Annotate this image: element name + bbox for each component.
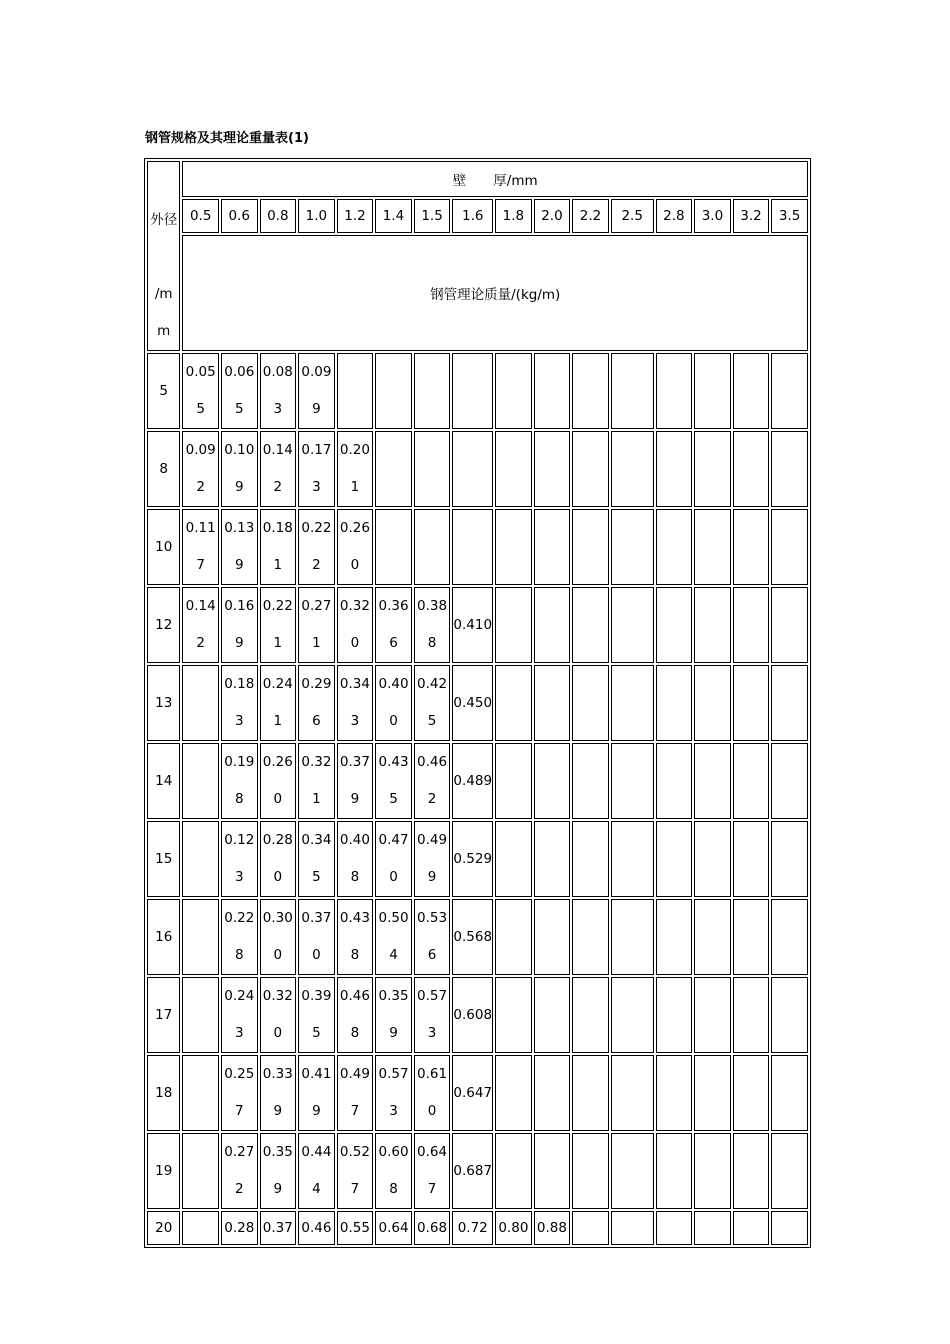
mass-value-cell: 0.142: [182, 587, 219, 663]
mass-value-cell: [534, 821, 571, 897]
table-row: [147, 1211, 808, 1245]
mass-value-cell: 0.280: [260, 821, 297, 897]
mass-value-cell: [694, 587, 731, 663]
mass-value-cell: [771, 743, 808, 819]
mass-value-cell: 0.123: [221, 821, 258, 897]
mass-value-cell: [694, 431, 731, 507]
thickness-row: [147, 199, 808, 234]
mass-value-cell: 0.359: [375, 977, 412, 1053]
thickness-cell: 0.6: [221, 199, 258, 234]
mass-value-cell: [771, 977, 808, 1053]
mass-value-cell: [414, 431, 451, 507]
mass-value-cell: 0.117: [182, 509, 219, 585]
mass-value-cell: [452, 431, 493, 507]
mass-value-cell: [495, 509, 532, 585]
mass-value-cell: 0.468: [337, 977, 374, 1053]
thickness-cell: 3.5: [771, 199, 808, 234]
thickness-cell: 2.8: [656, 199, 693, 234]
mass-value-cell: 0.366: [375, 587, 412, 663]
mass-value-cell: 0.419: [298, 1055, 335, 1131]
mass-value-cell: 0.80: [495, 1211, 532, 1245]
mass-value-cell: [572, 821, 609, 897]
mass-value-cell: [733, 743, 770, 819]
mass-value-cell: 0.497: [337, 1055, 374, 1131]
mass-value-cell: [572, 665, 609, 741]
mass-value-cell: 0.228: [221, 899, 258, 975]
wall-thickness-header: 壁 厚/mm: [182, 161, 808, 197]
outer-diameter-cell: 16: [147, 899, 180, 975]
mass-value-cell: [611, 509, 654, 585]
mass-value-cell: [771, 587, 808, 663]
mass-value-cell: 0.243: [221, 977, 258, 1053]
mass-value-cell: 0.359: [260, 1133, 297, 1209]
mass-value-cell: 0.321: [298, 743, 335, 819]
mass-value-cell: 0.139: [221, 509, 258, 585]
mass-value-cell: 0.499: [414, 821, 451, 897]
mass-value-cell: [452, 353, 493, 429]
mass-value-cell: 0.608: [452, 977, 493, 1053]
mass-value-cell: 0.379: [337, 743, 374, 819]
mass-value-cell: [771, 821, 808, 897]
thickness-cell: 1.4: [375, 199, 412, 234]
outer-diameter-cell: 20: [147, 1211, 180, 1245]
mass-value-cell: 0.37: [260, 1211, 297, 1245]
mass-value-cell: [694, 977, 731, 1053]
mass-value-cell: [611, 665, 654, 741]
page-title: 钢管规格及其理论重量表(1): [145, 131, 309, 146]
mass-value-cell: [611, 821, 654, 897]
outer-diameter-unit-1: /m: [154, 286, 173, 302]
mass-value-cell: [733, 509, 770, 585]
mass-value-cell: [656, 1055, 693, 1131]
mass-value-cell: 0.536: [414, 899, 451, 975]
mass-value-cell: 0.72: [452, 1211, 493, 1245]
mass-value-cell: 0.425: [414, 665, 451, 741]
mass-value-cell: [534, 509, 571, 585]
table-row: [147, 821, 808, 897]
mass-value-cell: [694, 665, 731, 741]
outer-diameter-cell: 13: [147, 665, 180, 741]
steel-pipe-weight-table: [144, 158, 811, 1248]
mass-value-cell: 0.400: [375, 665, 412, 741]
outer-diameter-cell: 15: [147, 821, 180, 897]
mass-value-cell: [495, 353, 532, 429]
mass-value-cell: 0.410: [452, 587, 493, 663]
outer-diameter-label-top: 外径: [150, 212, 178, 228]
mass-value-cell: [182, 1133, 219, 1209]
mass-value-cell: [771, 1211, 808, 1245]
mass-value-cell: [656, 977, 693, 1053]
mass-value-cell: [182, 821, 219, 897]
mass-value-cell: [733, 899, 770, 975]
mass-value-cell: 0.241: [260, 665, 297, 741]
table-row: [147, 353, 808, 429]
mass-value-cell: [771, 1055, 808, 1131]
mass-value-cell: [694, 1055, 731, 1131]
mass-value-cell: [182, 1055, 219, 1131]
mass-value-cell: [656, 1211, 693, 1245]
mass-value-cell: 0.257: [221, 1055, 258, 1131]
mass-value-cell: [656, 665, 693, 741]
table-row: [147, 587, 808, 663]
mass-value-cell: [771, 1133, 808, 1209]
mass-value-cell: [611, 1211, 654, 1245]
outer-diameter-unit-2: m: [157, 323, 171, 339]
thickness-cell: 1.2: [337, 199, 374, 234]
mass-value-cell: 0.28: [221, 1211, 258, 1245]
mass-value-cell: [694, 353, 731, 429]
mass-value-cell: [182, 665, 219, 741]
outer-diameter-cell: 17: [147, 977, 180, 1053]
mass-value-cell: [733, 353, 770, 429]
thickness-cell: 1.0: [298, 199, 335, 234]
mass-value-cell: 0.55: [337, 1211, 374, 1245]
mass-value-cell: [534, 665, 571, 741]
mass-value-cell: 0.504: [375, 899, 412, 975]
mass-value-cell: 0.320: [260, 977, 297, 1053]
mass-value-cell: [656, 1133, 693, 1209]
thickness-cell: 3.2: [733, 199, 770, 234]
mass-value-cell: [733, 977, 770, 1053]
mass-value-cell: [182, 977, 219, 1053]
table-row: [147, 431, 808, 507]
mass-value-cell: [694, 899, 731, 975]
mass-value-cell: [656, 743, 693, 819]
outer-diameter-header: [147, 161, 180, 351]
outer-diameter-cell: 8: [147, 431, 180, 507]
mass-value-cell: [495, 1133, 532, 1209]
mass-value-cell: 0.320: [337, 587, 374, 663]
mass-value-cell: 0.568: [452, 899, 493, 975]
mass-value-cell: 0.343: [337, 665, 374, 741]
mass-value-cell: 0.221: [260, 587, 297, 663]
mass-value-cell: [733, 1211, 770, 1245]
mass-value-cell: 0.296: [298, 665, 335, 741]
mass-value-cell: [572, 1133, 609, 1209]
mass-value-cell: [733, 587, 770, 663]
mass-value-cell: [771, 665, 808, 741]
mass-value-cell: [611, 1133, 654, 1209]
mass-value-cell: 0.222: [298, 509, 335, 585]
mass-value-cell: 0.88: [534, 1211, 571, 1245]
mass-value-cell: [534, 1055, 571, 1131]
table-row: [147, 899, 808, 975]
mass-value-cell: [572, 431, 609, 507]
mass-value-cell: [375, 509, 412, 585]
thickness-cell: 0.8: [260, 199, 297, 234]
mass-value-cell: 0.055: [182, 353, 219, 429]
mass-value-cell: [534, 587, 571, 663]
table-row: [147, 1133, 808, 1209]
mass-value-cell: [694, 1211, 731, 1245]
mass-value-cell: [375, 353, 412, 429]
mass-value-cell: [572, 743, 609, 819]
mass-value-cell: 0.64: [375, 1211, 412, 1245]
mass-value-cell: [572, 353, 609, 429]
mass-value-cell: 0.181: [260, 509, 297, 585]
mass-value-cell: [534, 899, 571, 975]
mass-value-cell: 0.083: [260, 353, 297, 429]
mass-value-cell: 0.444: [298, 1133, 335, 1209]
mass-value-cell: 0.450: [452, 665, 493, 741]
mass-value-cell: [611, 743, 654, 819]
mass-value-cell: [495, 431, 532, 507]
mass-value-cell: 0.395: [298, 977, 335, 1053]
mass-value-cell: [572, 899, 609, 975]
mass-value-cell: [534, 1133, 571, 1209]
mass-value-cell: 0.109: [221, 431, 258, 507]
mass-value-cell: 0.647: [452, 1055, 493, 1131]
mass-value-cell: [694, 1133, 731, 1209]
mass-value-cell: 0.173: [298, 431, 335, 507]
mass-value-cell: [495, 743, 532, 819]
thickness-cell: 1.5: [414, 199, 451, 234]
mass-value-cell: 0.687: [452, 1133, 493, 1209]
mass-value-cell: 0.573: [414, 977, 451, 1053]
mass-value-cell: [337, 353, 374, 429]
mass-value-cell: [611, 1055, 654, 1131]
mass-value-cell: 0.462: [414, 743, 451, 819]
mass-value-cell: 0.092: [182, 431, 219, 507]
mass-value-cell: [694, 821, 731, 897]
thickness-cell: 1.8: [495, 199, 532, 234]
table-row: [147, 509, 808, 585]
mass-value-cell: [495, 587, 532, 663]
mass-value-cell: [694, 509, 731, 585]
mass-value-cell: [611, 353, 654, 429]
mass-header: 钢管理论质量/(kg/m): [182, 235, 808, 351]
outer-diameter-cell: 10: [147, 509, 180, 585]
mass-value-cell: [414, 509, 451, 585]
mass-value-cell: [495, 821, 532, 897]
mass-value-cell: 0.573: [375, 1055, 412, 1131]
thickness-cell: 2.0: [534, 199, 571, 234]
mass-value-cell: [572, 977, 609, 1053]
mass-value-cell: [534, 353, 571, 429]
mass-value-cell: 0.065: [221, 353, 258, 429]
mass-value-cell: [656, 821, 693, 897]
mass-value-cell: [182, 899, 219, 975]
thickness-cell: 3.0: [694, 199, 731, 234]
mass-value-cell: [572, 509, 609, 585]
mass-value-cell: [495, 977, 532, 1053]
mass-value-cell: [572, 1055, 609, 1131]
outer-diameter-cell: 5: [147, 353, 180, 429]
mass-value-cell: 0.169: [221, 587, 258, 663]
mass-value-cell: 0.408: [337, 821, 374, 897]
mass-value-cell: [572, 1211, 609, 1245]
table-row: [147, 743, 808, 819]
outer-diameter-cell: 12: [147, 587, 180, 663]
mass-value-cell: [495, 1055, 532, 1131]
mass-value-cell: [534, 431, 571, 507]
outer-diameter-cell: 18: [147, 1055, 180, 1131]
mass-value-cell: [771, 353, 808, 429]
mass-value-cell: [182, 743, 219, 819]
mass-value-cell: [495, 899, 532, 975]
mass-value-cell: [733, 1055, 770, 1131]
mass-value-cell: [414, 353, 451, 429]
mass-value-cell: [656, 431, 693, 507]
mass-value-cell: 0.608: [375, 1133, 412, 1209]
mass-value-cell: 0.438: [337, 899, 374, 975]
outer-diameter-cell: 14: [147, 743, 180, 819]
mass-value-cell: 0.099: [298, 353, 335, 429]
mass-value-cell: [656, 353, 693, 429]
mass-value-cell: [611, 899, 654, 975]
thickness-cell: 0.5: [182, 199, 219, 234]
mass-value-cell: 0.272: [221, 1133, 258, 1209]
mass-value-cell: [534, 743, 571, 819]
mass-value-cell: [495, 665, 532, 741]
mass-value-cell: [611, 977, 654, 1053]
mass-value-cell: 0.198: [221, 743, 258, 819]
table-row: [147, 665, 808, 741]
mass-value-cell: [733, 665, 770, 741]
mass-value-cell: 0.183: [221, 665, 258, 741]
mass-value-cell: [656, 587, 693, 663]
mass-value-cell: [733, 1133, 770, 1209]
table-row: [147, 977, 808, 1053]
mass-value-cell: 0.388: [414, 587, 451, 663]
mass-value-cell: [611, 587, 654, 663]
mass-value-cell: [771, 509, 808, 585]
mass-value-cell: 0.46: [298, 1211, 335, 1245]
mass-value-cell: 0.260: [260, 743, 297, 819]
mass-value-cell: [771, 431, 808, 507]
mass-value-cell: [694, 743, 731, 819]
mass-value-cell: 0.201: [337, 431, 374, 507]
mass-value-cell: [733, 431, 770, 507]
mass-value-cell: 0.271: [298, 587, 335, 663]
mass-value-cell: 0.370: [298, 899, 335, 975]
mass-value-cell: [771, 899, 808, 975]
mass-value-cell: 0.647: [414, 1133, 451, 1209]
mass-value-cell: [656, 509, 693, 585]
mass-value-cell: 0.68: [414, 1211, 451, 1245]
thickness-cell: 2.2: [572, 199, 609, 234]
mass-value-cell: 0.529: [452, 821, 493, 897]
mass-value-cell: [182, 1211, 219, 1245]
mass-value-cell: 0.470: [375, 821, 412, 897]
mass-value-cell: 0.610: [414, 1055, 451, 1131]
table-row: [147, 1055, 808, 1131]
mass-value-cell: 0.489: [452, 743, 493, 819]
mass-value-cell: [452, 509, 493, 585]
mass-value-cell: 0.300: [260, 899, 297, 975]
mass-value-cell: [733, 821, 770, 897]
mass-value-cell: 0.435: [375, 743, 412, 819]
mass-value-cell: 0.339: [260, 1055, 297, 1131]
mass-value-cell: 0.142: [260, 431, 297, 507]
mass-value-cell: 0.527: [337, 1133, 374, 1209]
mass-value-cell: [375, 431, 412, 507]
thickness-cell: 2.5: [611, 199, 654, 234]
mass-value-cell: [656, 899, 693, 975]
mass-value-cell: 0.260: [337, 509, 374, 585]
mass-value-cell: 0.345: [298, 821, 335, 897]
outer-diameter-cell: 19: [147, 1133, 180, 1209]
mass-value-cell: [534, 977, 571, 1053]
mass-value-cell: [611, 431, 654, 507]
mass-value-cell: [572, 587, 609, 663]
thickness-cell: 1.6: [452, 199, 493, 234]
